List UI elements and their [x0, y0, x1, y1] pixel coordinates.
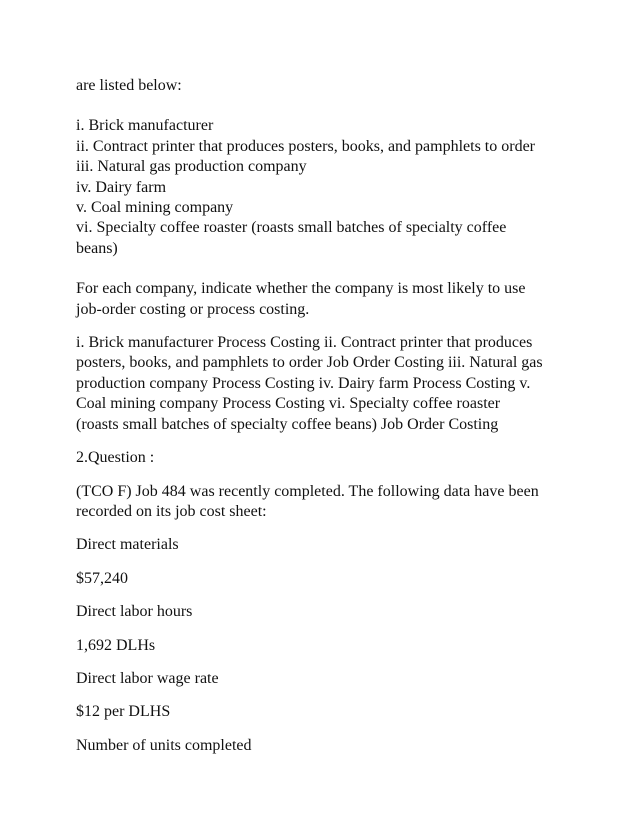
answer-line: Coal mining company Process Costing vi. Specialty coffee roaster: [76, 395, 501, 413]
data-item-label: Direct labor wage rate: [76, 669, 219, 687]
list-item: iv. Dairy farm: [76, 178, 167, 196]
list-item: v. Coal mining company: [76, 199, 234, 217]
document-page: [76, 76, 576, 769]
question-line: (TCO F) Job 484 was recently completed. The following data have been: [76, 482, 539, 500]
instruction-line: For each company, indicate whether the company is most likely to use: [76, 280, 526, 298]
data-item-value: $12 per DLHS: [76, 703, 171, 721]
answer-line: (roasts small batches of specialty coffee beans) Job Order Costing: [76, 415, 499, 433]
question-text: [76, 482, 576, 523]
list-item: i. Brick manufacturer: [76, 117, 214, 135]
answer-line: i. Brick manufacturer Process Costing ii. Contract printer that produces: [76, 334, 533, 352]
data-item-label: Direct labor hours: [76, 603, 193, 621]
data-item-value: $57,240: [76, 569, 128, 587]
data-item: [76, 569, 576, 589]
company-list: [76, 116, 576, 259]
answer-text: [76, 333, 576, 435]
list-item: vi. Specialty coffee roaster (roasts small batches of specialty coffee: [76, 219, 507, 237]
list-item: ii. Contract printer that produces posters, books, and pamphlets to order: [76, 137, 536, 155]
data-item: [76, 702, 576, 722]
intro-text: [76, 76, 576, 96]
question-heading-line: 2.Question :: [76, 449, 155, 467]
answer-line: production company Process Costing iv. Dairy farm Process Costing v.: [76, 374, 531, 392]
question-line: recorded on its job cost sheet:: [76, 502, 267, 520]
data-item: [76, 636, 576, 656]
instruction-text: [76, 279, 576, 320]
question-heading: [76, 448, 576, 468]
data-item-value: 1,692 DLHs: [76, 636, 156, 654]
data-item: [76, 669, 576, 689]
data-item: [76, 602, 576, 622]
data-item-label: Direct materials: [76, 536, 179, 554]
data-item: [76, 736, 576, 756]
intro-line: are listed below:: [76, 77, 182, 94]
answer-line: posters, books, and pamphlets to order Job Order Costing iii. Natural gas: [76, 354, 543, 372]
list-item: beans): [76, 239, 118, 257]
data-item-label: Number of units completed: [76, 736, 252, 754]
data-item: [76, 535, 576, 555]
instruction-line: job-order costing or process costing.: [76, 300, 310, 318]
list-item: iii. Natural gas production company: [76, 158, 307, 176]
